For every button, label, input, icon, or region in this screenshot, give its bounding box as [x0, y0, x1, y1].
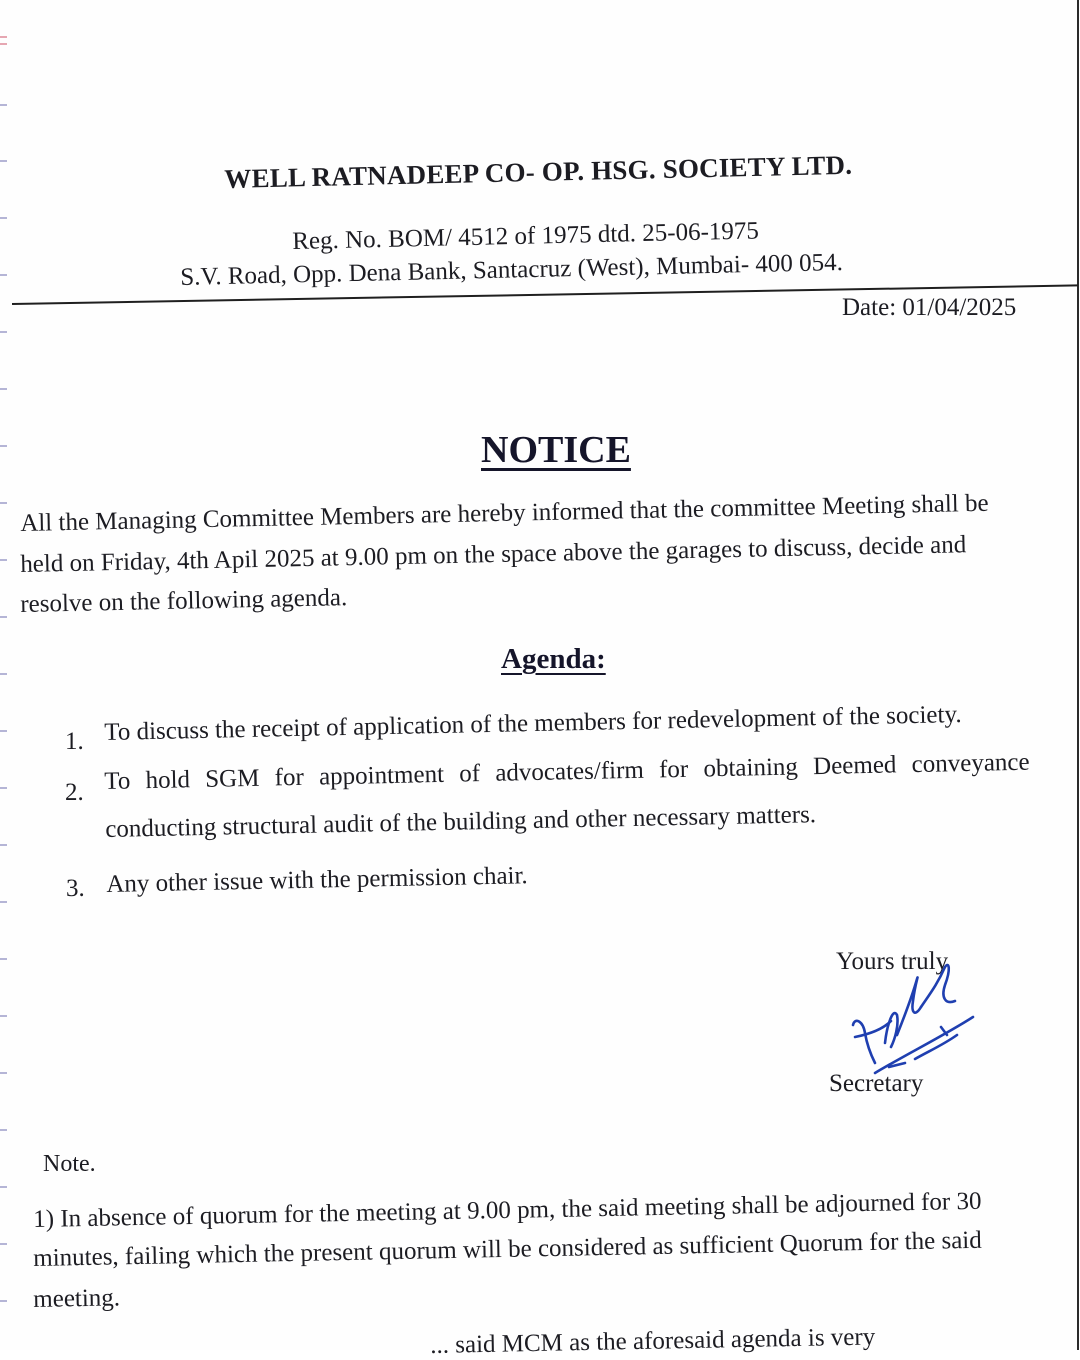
margin-tick	[0, 36, 7, 38]
margin-tick	[0, 616, 7, 618]
margin-tick	[0, 673, 7, 675]
margin-tick	[0, 331, 7, 333]
intro-line-1: All the Managing Committee Members are hereby informed that the committee Meeting shall be	[20, 489, 989, 537]
intro-line-2: held on Friday, 4th Apil 2025 at 9.00 pm on the space above the garages to discuss, decide and	[20, 531, 967, 578]
margin-tick	[0, 1300, 7, 1302]
society-address: S.V. Road, Opp. Dena Bank, Santacruz (West), Mumbai- 400 054.	[180, 248, 844, 291]
margin-tick	[0, 388, 7, 390]
note-1-line-3: meeting.	[33, 1284, 121, 1313]
margin-tick	[0, 445, 7, 447]
handwritten-signature-icon	[845, 955, 980, 1085]
closing-salutation: Yours truly	[836, 948, 949, 975]
margin-tick	[0, 1072, 7, 1074]
margin-tick	[0, 43, 7, 45]
agenda-title: Agenda:	[501, 643, 606, 675]
society-name: WELL RATNADEEP CO- OP. HSG. SOCIETY LTD.	[224, 149, 853, 194]
agenda-item-number: 1.	[65, 728, 84, 755]
agenda-item-text: To discuss the receipt of application of the members for redevelopment of the society.	[104, 701, 962, 746]
margin-tick	[0, 1015, 7, 1017]
notice-date: Date: 01/04/2025	[842, 294, 1017, 321]
note-label: Note.	[43, 1151, 96, 1177]
note-2-partial-line: ... said MCM as the aforesaid agenda is very	[430, 1323, 876, 1359]
note-1-line-1: 1) In absence of quorum for the meeting at 9.00 pm, the said meeting shall be adjourned for 30	[33, 1187, 982, 1233]
page-right-edge-border	[1077, 0, 1079, 1350]
notice-title: NOTICE	[481, 429, 631, 471]
margin-tick	[0, 217, 7, 219]
agenda-item-text-continued: conducting structural audit of the building and other necessary matters.	[105, 801, 817, 843]
margin-tick	[0, 104, 7, 106]
agenda-item-text: To hold SGM for appointment of advocates/firm for obtaining Deemed conveyance	[104, 748, 1030, 795]
agenda-item-number: 3.	[66, 875, 85, 902]
margin-tick	[0, 160, 7, 162]
margin-tick	[0, 1186, 7, 1188]
margin-tick	[0, 730, 7, 732]
margin-tick	[0, 844, 7, 846]
margin-tick	[0, 1129, 7, 1131]
note-1-line-2: minutes, failing which the present quorum will be considered as sufficient Quorum for the said	[33, 1226, 982, 1272]
margin-tick	[0, 502, 7, 504]
agenda-item-text: Any other issue with the permission chair.	[106, 862, 528, 898]
intro-line-3: resolve on the following agenda.	[20, 584, 348, 618]
margin-tick	[0, 1243, 7, 1245]
margin-tick	[0, 901, 7, 903]
registration-number: Reg. No. BOM/ 4512 of 1975 dtd. 25-06-1975	[292, 217, 760, 255]
agenda-item-number: 2.	[65, 779, 84, 806]
signer-title: Secretary	[829, 1070, 924, 1097]
margin-tick	[0, 274, 7, 276]
margin-tick	[0, 559, 7, 561]
margin-tick	[0, 787, 7, 789]
margin-tick	[0, 958, 7, 960]
